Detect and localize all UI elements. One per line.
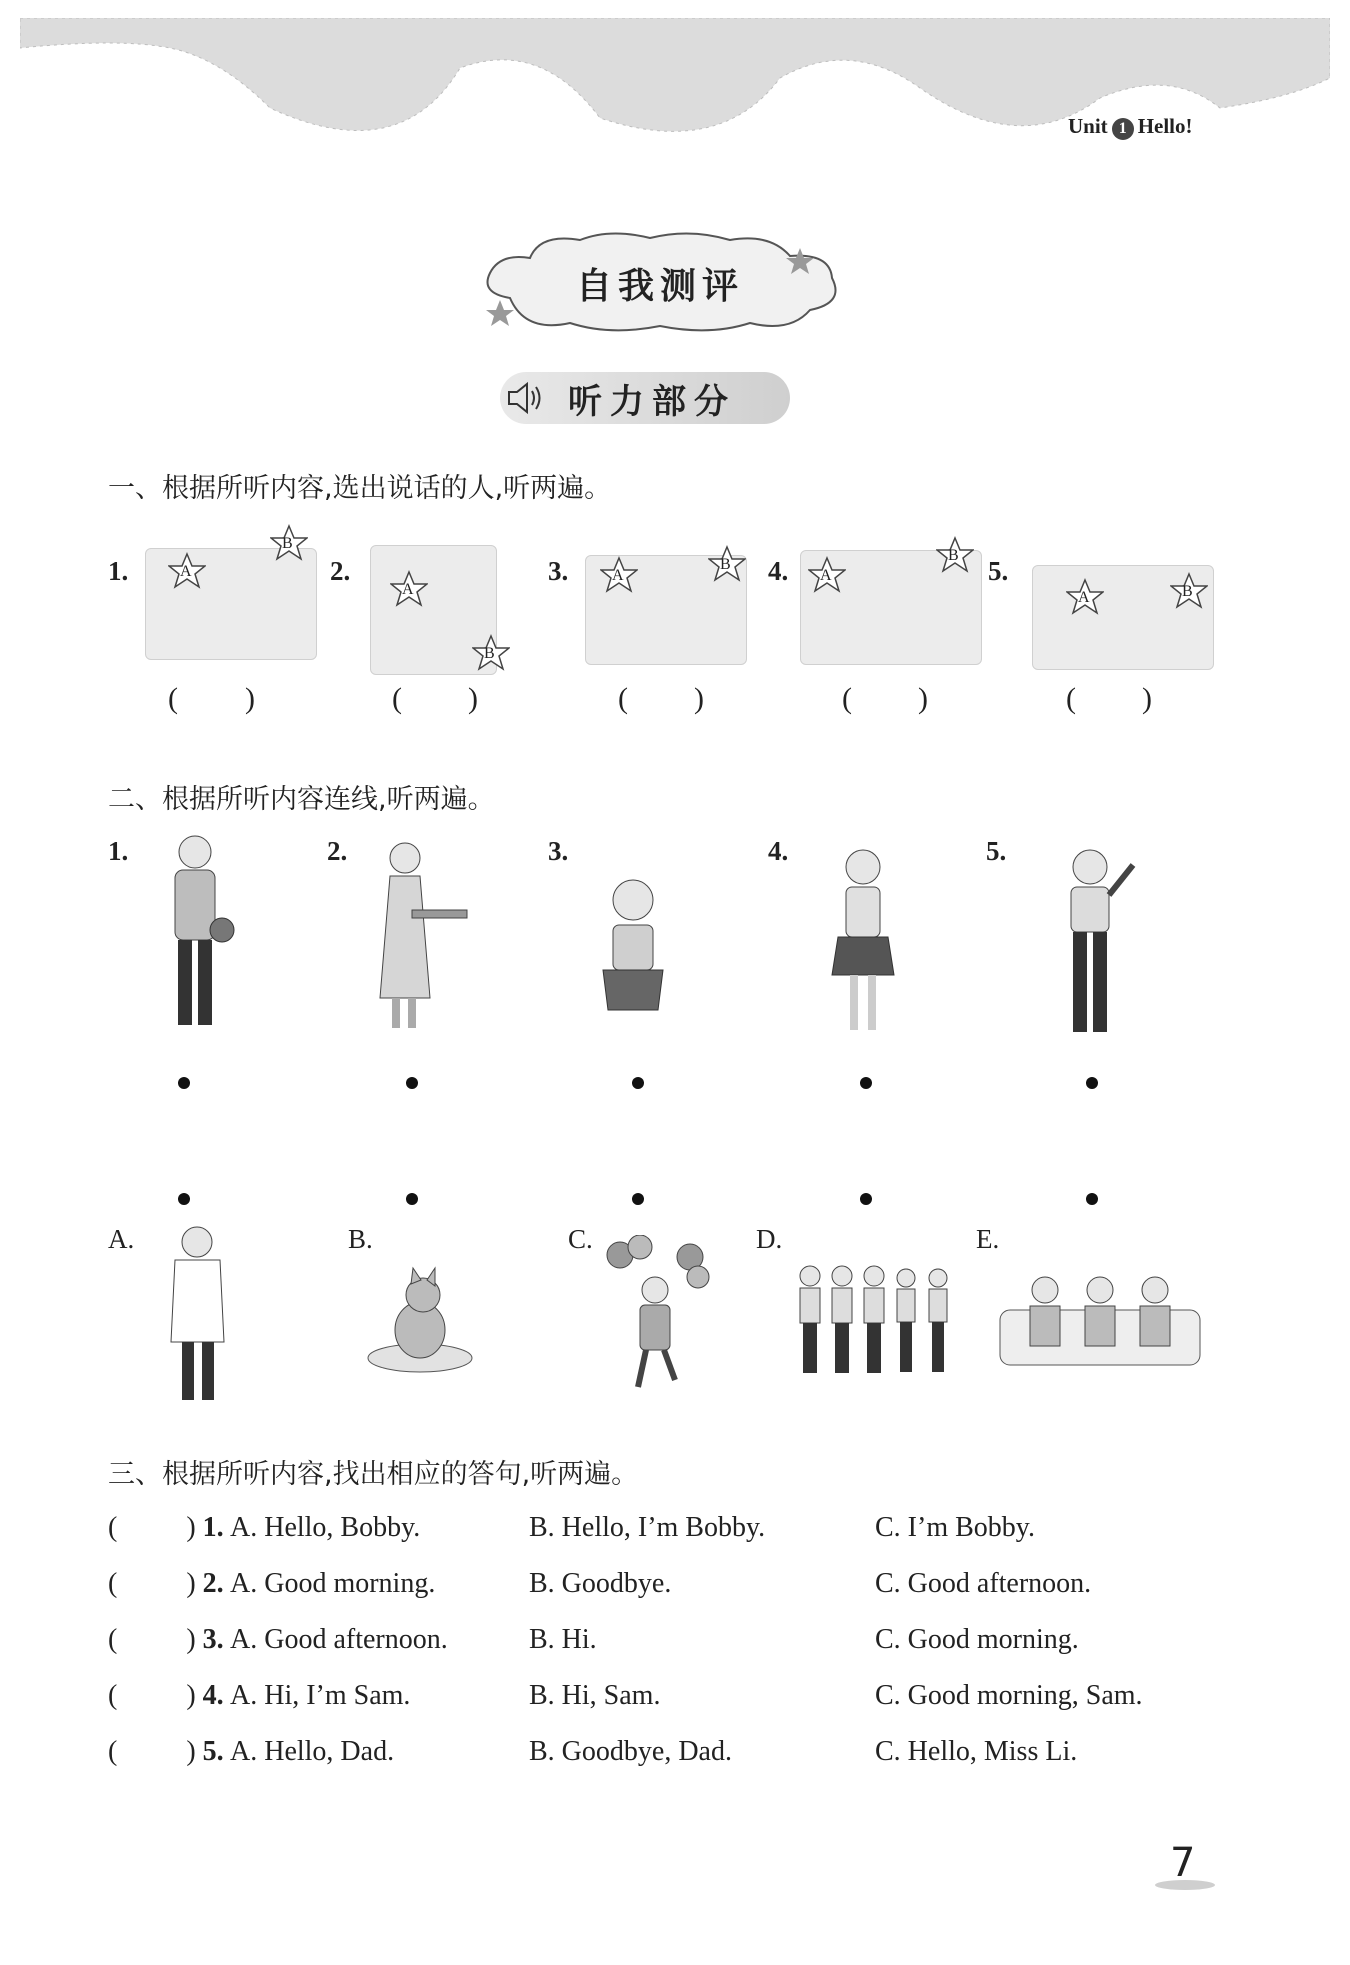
match-dot-top[interactable] [1086,1077,1098,1089]
crouching-girl-figure [588,870,678,1040]
option-c: C. Good morning, Sam. [875,1680,1143,1711]
page-title: 自我测评 [575,266,744,307]
man-with-basketball-figure [150,830,240,1040]
answer-paren-left[interactable]: ( [392,682,402,715]
answer-paren-left[interactable]: ( [108,1624,118,1655]
waving-boy-figure [1045,845,1145,1045]
answer-paren-right: ) [918,682,928,715]
question-number: 1. [202,1512,224,1543]
question-number: 2. [202,1568,224,1599]
question-row-1 [108,1512,224,1544]
part2-top-number: 5. [986,836,1007,866]
star-b-label: B [948,547,959,564]
answer-paren-right: ) [186,1736,196,1767]
option-a: A. Good morning. [230,1568,436,1599]
answer-paren-left[interactable]: ( [108,1736,118,1767]
answer-paren-right: ) [245,682,255,715]
clown-with-balloons-figure [600,1235,710,1395]
part2-top-number: 3. [548,836,569,866]
option-c: C. Hello, Miss Li. [875,1736,1078,1767]
part1-item-number: 2. [330,556,351,586]
answer-paren-left[interactable]: ( [108,1680,118,1711]
star-b-label: B [484,645,495,662]
answer-paren-right: ) [186,1680,196,1711]
answer-paren-right: ) [186,1624,196,1655]
match-dot-top[interactable] [406,1077,418,1089]
section-title: 听力部分 [568,382,736,422]
answer-paren-left[interactable]: ( [1066,682,1076,715]
star-a-label: A [612,567,624,584]
part2-bottom-letter: D. [756,1224,783,1254]
woman-with-tray-figure [370,838,470,1038]
question-row-2 [108,1568,224,1600]
unit-number-badge: 1 [1112,118,1134,140]
match-dot-bottom[interactable] [406,1193,418,1205]
star-a-label: A [820,567,832,584]
star-b-label: B [720,556,731,573]
star-a-label: A [402,581,414,598]
part2-top-number: 2. [327,836,348,866]
page-number: 7 [1170,1840,1196,1886]
star-b-label: B [1182,583,1193,600]
part1-item-number: 5. [988,556,1009,586]
part1-item-number: 4. [768,556,789,586]
part2-bottom-letter: C. [568,1224,593,1254]
part3-heading: 三、根据所听内容,找出相应的答句,听两遍。 [108,1459,639,1490]
star-a-label: A [1078,589,1090,606]
match-dot-bottom[interactable] [1086,1193,1098,1205]
match-dot-bottom[interactable] [860,1193,872,1205]
answer-paren-right: ) [186,1512,196,1543]
part2-bottom-letter: B. [348,1224,373,1254]
option-a: A. Hello, Bobby. [230,1512,421,1543]
option-b: B. Goodbye. [529,1568,672,1599]
star-a-label: A [180,563,192,580]
question-number: 4. [202,1680,224,1711]
question-row-3 [108,1624,224,1656]
option-b: B. Hi. [529,1624,597,1655]
match-dot-top[interactable] [860,1077,872,1089]
part1-heading: 一、根据所听内容,选出说话的人,听两遍。 [108,473,612,504]
part2-bottom-letter: A. [108,1224,135,1254]
option-b: B. Hello, I’m Bobby. [529,1512,766,1543]
option-b: B. Goodbye, Dad. [529,1736,732,1767]
option-a: A. Hello, Dad. [230,1736,395,1767]
speaker-icon [505,380,547,416]
match-dot-top[interactable] [632,1077,644,1089]
answer-paren-left[interactable]: ( [618,682,628,715]
option-a: A. Hi, I’m Sam. [230,1680,411,1711]
answer-paren-right: ) [468,682,478,715]
part2-bottom-letter: E. [976,1224,1000,1254]
option-a: A. Good afternoon. [230,1624,448,1655]
part2-top-number: 4. [768,836,789,866]
family-on-sofa-figure [995,1270,1205,1385]
question-number: 3. [202,1624,224,1655]
answer-paren-left[interactable]: ( [108,1568,118,1599]
part2-heading: 二、根据所听内容连线,听两遍。 [108,784,495,815]
cold-girl-figure [818,845,908,1045]
part2-top-number: 1. [108,836,129,866]
option-b: B. Hi, Sam. [529,1680,661,1711]
question-row-5 [108,1736,224,1768]
answer-paren-left[interactable]: ( [108,1512,118,1543]
answer-paren-right: ) [694,682,704,715]
match-dot-bottom[interactable] [632,1193,644,1205]
cat-on-cushion-figure [365,1260,475,1375]
part1-item-number: 1. [108,556,129,586]
answer-paren-right: ) [186,1568,196,1599]
unit-label: Unit 1 Hello! [1068,114,1193,138]
star-b-label: B [282,535,293,552]
match-dot-bottom[interactable] [178,1193,190,1205]
doctor-figure [160,1222,235,1407]
answer-paren-left[interactable]: ( [168,682,178,715]
option-c: C. Good afternoon. [875,1568,1092,1599]
part1-item-number: 3. [548,556,569,586]
question-row-4 [108,1680,224,1712]
answer-paren-left[interactable]: ( [842,682,852,715]
answer-paren-right: ) [1142,682,1152,715]
option-c: C. I’m Bobby. [875,1512,1035,1543]
match-dot-top[interactable] [178,1077,190,1089]
option-c: C. Good morning. [875,1624,1079,1655]
group-of-children-figure [795,1262,955,1377]
question-number: 5. [202,1736,224,1767]
